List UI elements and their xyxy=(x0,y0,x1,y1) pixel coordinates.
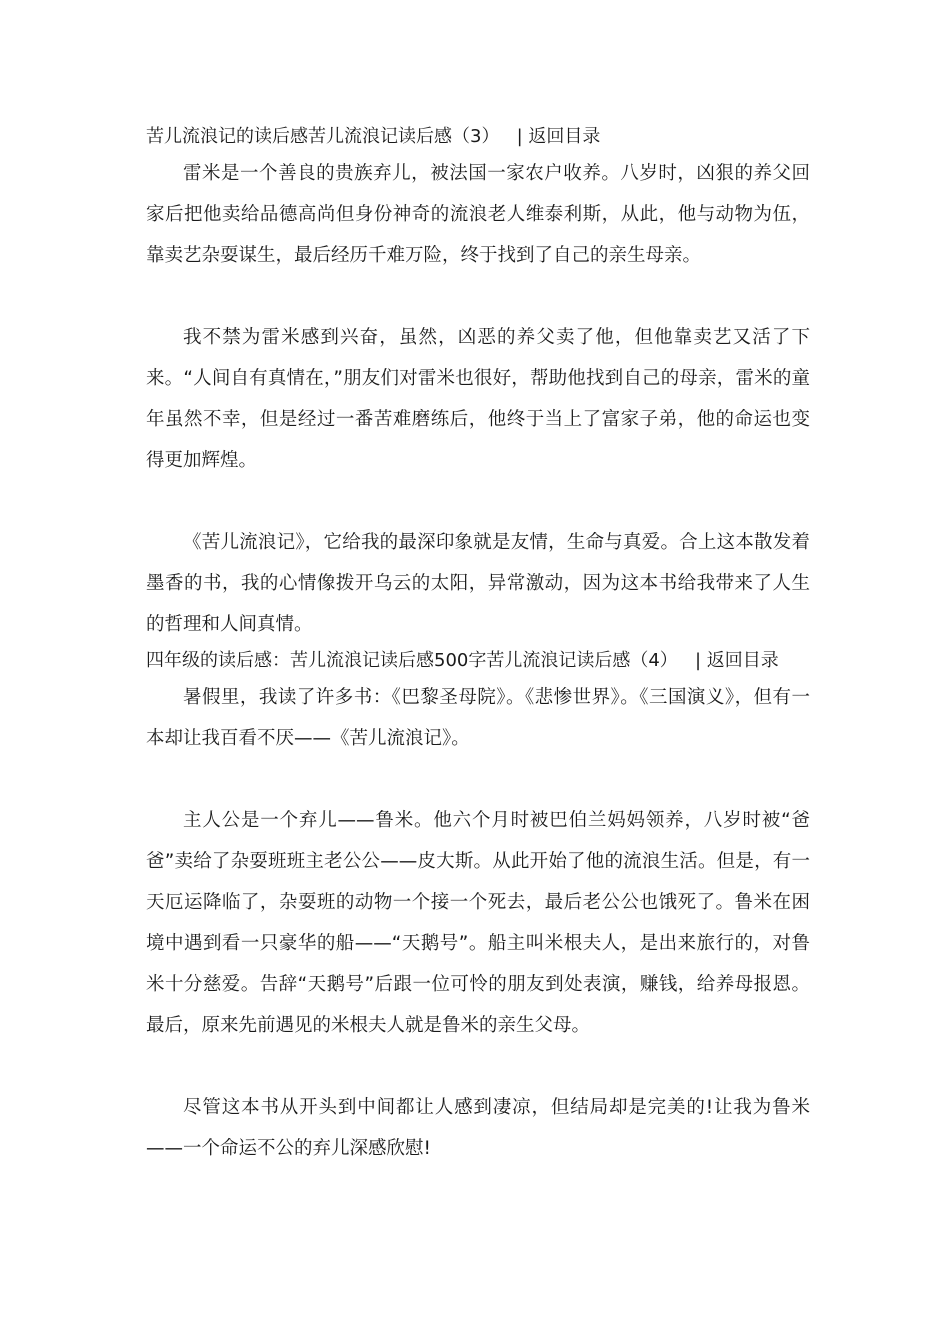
section-heading-text: 苦儿流浪记的读后感苦儿流浪记读后感（3） xyxy=(146,126,500,147)
paragraph: 《苦儿流浪记》，它给我的最深印象就是友情，生命与真爱。合上这本散发着墨香的书，我的心情像拨开乌云的太阳，异常激动，因为这本书给我带来了人生的哲理和人间真情。 xyxy=(146,532,810,635)
paragraph-spacer xyxy=(146,759,810,800)
return-to-toc-link[interactable]: | 返回目录 xyxy=(694,650,779,671)
paragraph-spacer xyxy=(146,276,810,317)
paragraph: 我不禁为雷米感到兴奋，虽然，凶恶的养父卖了他，但他靠卖艺又活了下来。“人间自有真情在，”朋友们对雷米也很好，帮助他找到自己的母亲，雷米的童年虽然不幸，但是经过一番苦难磨练后，他终于当上了富家子弟，他的命运也变得更加辉煌。 xyxy=(146,327,810,471)
document-body xyxy=(146,121,810,1169)
return-to-toc-link[interactable]: | 返回目录 xyxy=(516,126,601,147)
paragraph-spacer xyxy=(146,1046,810,1087)
section-heading-4 xyxy=(146,645,810,677)
paragraph-spacer xyxy=(146,481,810,522)
paragraph: 雷米是一个善良的贵族弃儿，被法国一家农户收养。八岁时，凶狠的养父回家后把他卖给品德高尚但身份神奇的流浪老人维泰利斯，从此，他与动物为伍，靠卖艺杂耍谋生，最后经历千难万险，终于找到了自己的亲生母亲。 xyxy=(146,163,810,266)
section-heading-text: 四年级的读后感：苦儿流浪记读后感500字苦儿流浪记读后感（4） xyxy=(146,650,678,671)
section-heading-3 xyxy=(146,121,810,153)
paragraph: 主人公是一个弃儿——鲁米。他六个月时被巴伯兰妈妈领养，八岁时被“爸爸”卖给了杂耍班班主老公公——皮大斯。从此开始了他的流浪生活。但是，有一天厄运降临了，杂耍班的动物一个接一个死去，最后老公公也饿死了。鲁米在困境中遇到看一只豪华的船——“天鹅号”。船主叫米根夫人，是出来旅行的，对鲁米十分慈爱。告辞“天鹅号”后跟一位可怜的朋友到处表演，赚钱，给养母报恩。最后，原来先前遇见的米根夫人就是鲁米的亲生父母。 xyxy=(146,810,810,1036)
paragraph: 暑假里，我读了许多书：《巴黎圣母院》。《悲惨世界》。《三国演义》，但有一本却让我百看不厌——《苦儿流浪记》。 xyxy=(146,687,810,749)
paragraph: 尽管这本书从开头到中间都让人感到凄凉，但结局却是完美的!让我为鲁米——一个命运不公的弃儿深感欣慰! xyxy=(146,1097,810,1159)
